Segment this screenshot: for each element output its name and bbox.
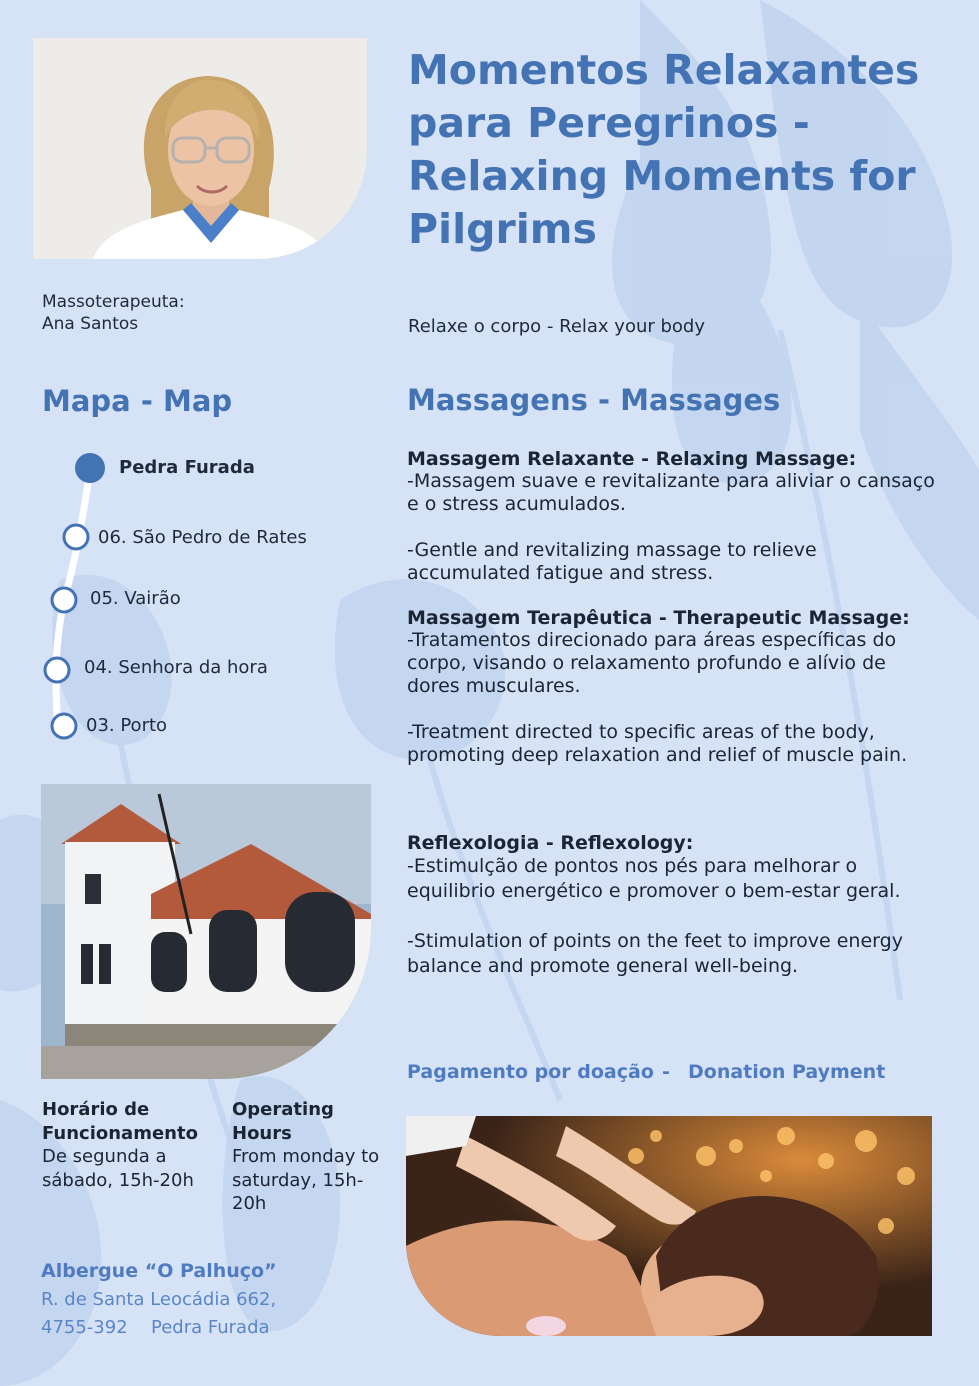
map-stop-label: 05. Vairão [90,588,181,609]
massage-photo [406,1116,932,1336]
hours-en-title: Operating Hours [232,1099,334,1144]
therapist-name: Ana Santos [42,314,139,334]
massage-desc-pt: -Tratamentos direcionado para áreas específicas do corpo, visando o relaxamento profundo e alívio de dores musculares. [407,629,897,697]
map-heading: Mapa - Map [42,384,233,418]
map-stop-label: 06. São Pedro de Rates [98,527,307,548]
massage-item [407,607,937,767]
hours-pt [42,1098,227,1192]
stop-marker [52,714,76,738]
stop-marker [64,525,88,549]
address-city: Pedra Furada [151,1317,270,1338]
address-name: Albergue “O Palhuço” [41,1260,277,1282]
massage-item [407,448,937,585]
hours-en-text: From monday to saturday, 15h-20h [232,1146,380,1214]
massage-desc-pt: -Estimulção de pontos nos pés para melhorar o equilibrio energético e promover o bem-estar geral. [407,855,901,902]
massage-title: Massagem Terapêutica - Therapeutic Massage: [407,607,910,629]
stop-marker [52,588,76,612]
therapist-role: Massoterapeuta: [42,292,185,312]
therapist-photo [33,38,367,259]
payment-en: Donation Payment [688,1061,886,1083]
payment-pt: Pagamento por doação [407,1061,654,1083]
massage-desc-en: -Treatment directed to specific areas of the body, promoting deep relaxation and relief of muscle pain. [407,721,908,766]
massage-desc-en: -Stimulation of points on the feet to improve energy balance and promote general well-being. [407,930,903,977]
map-stop-label: Pedra Furada [119,457,255,478]
albergue-photo [41,784,371,1079]
hours-en [232,1098,382,1216]
address-postal: 4755-392 [41,1317,128,1338]
massage-item [407,832,937,979]
hours-pt-title: Horário de Funcionamento [42,1099,198,1144]
tagline: Relaxe o corpo - Relax your body [408,316,706,337]
payment-separator: - [662,1061,670,1083]
massages-heading: Massagens - Massages [407,383,781,417]
page-title: Momentos Relaxantes para Peregrinos - Relaxing Moments for Pilgrims [408,46,920,253]
massage-title: Reflexologia - Reflexology: [407,832,694,854]
massage-desc-en: -Gentle and revitalizing massage to relieve accumulated fatigue and stress. [407,539,817,584]
hours-pt-text: De segunda a sábado, 15h-20h [42,1146,194,1191]
address-street: R. de Santa Leocádia 662, [41,1289,277,1310]
map-stop-label: 03. Porto [86,715,168,736]
massage-desc-pt: -Massagem suave e revitalizante para aliviar o cansaço e o stress acumulados. [407,470,935,515]
massage-title: Massagem Relaxante - Relaxing Massage: [407,448,857,470]
map-stop-label: 04. Senhora da hora [84,657,268,678]
stop-marker-current [75,453,105,483]
stop-marker [45,658,69,682]
